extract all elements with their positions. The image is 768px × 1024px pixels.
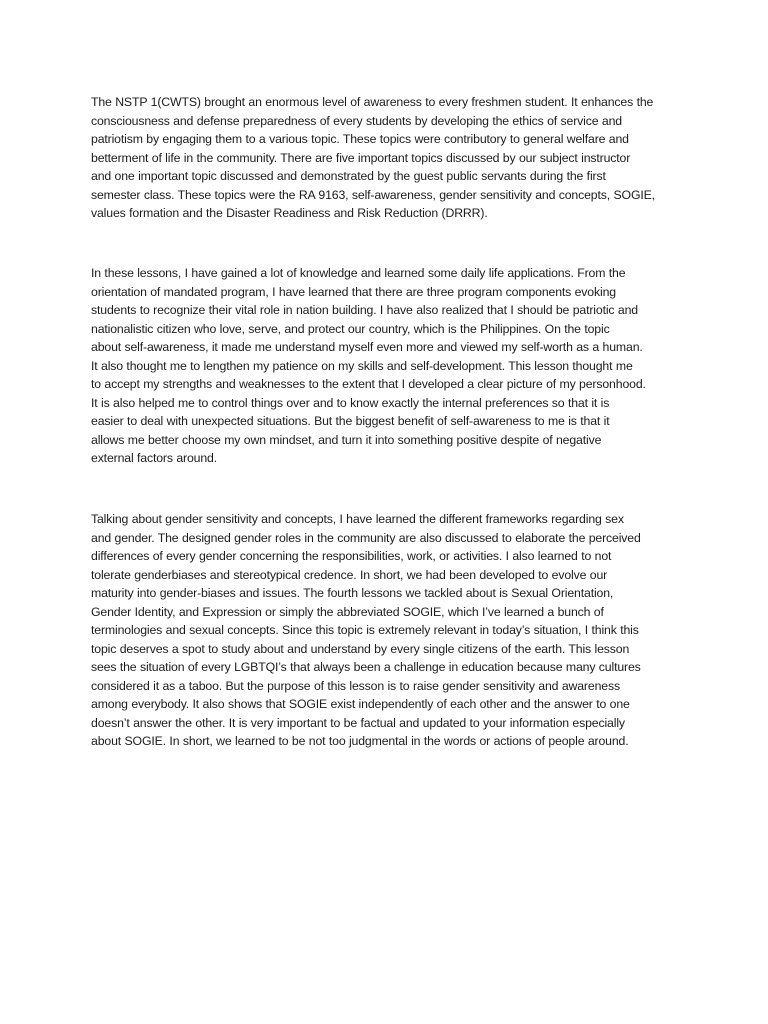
text-line: It also thought me to lengthen my patience on my skills and self-development. This lesson thought me bbox=[91, 358, 633, 373]
text-line: maturity into gender-biases and issues. The fourth lessons we tackled about is Sexual Orientation, bbox=[91, 586, 614, 600]
text-line: Talking about gender sensitivity and concepts, I have learned the different frameworks regarding sex bbox=[91, 512, 624, 526]
text-line: and gender. The designed gender roles in the community are also discussed to elaborate the perceived bbox=[91, 530, 641, 545]
text-line: topic deserves a spot to study about and understand by every single citizens of the earth. This lesson bbox=[91, 641, 630, 656]
text-line: orientation of mandated program, I have learned that there are three program components evoking bbox=[91, 284, 616, 299]
text-line: doesn’t answer the other. It is very important to be factual and updated to your information especially bbox=[91, 715, 625, 730]
text-line: In these lessons, I have gained a lot of knowledge and learned some daily life applications. From the bbox=[91, 266, 626, 280]
text-line: It is also helped me to control things over and to know exactly the internal preferences so that it is bbox=[91, 395, 610, 410]
paragraph-gender-sensitivity-sogie bbox=[91, 510, 681, 751]
text-line: The NSTP 1(CWTS) brought an enormous level of awareness to every freshmen student. It enhances the bbox=[91, 95, 654, 109]
text-line: about SOGIE. In short, we learned to be not too judgmental in the words or actions of people around. bbox=[91, 734, 629, 748]
text-line: tolerate genderbiases and stereotypical credence. In short, we had been developed to evolve our bbox=[91, 567, 608, 582]
text-line: differences of every gender concerning the responsibilities, work, or activities. I also learned to not bbox=[91, 549, 612, 563]
text-line: values formation and the Disaster Readiness and Risk Reduction (DRRR). bbox=[91, 206, 488, 220]
text-line: semester class. These topics were the RA 9163, self-awareness, gender sensitivity and concepts, SOGIE, bbox=[91, 187, 655, 202]
text-line: students to recognize their vital role in nation building. I have also realized that I should be patriotic and bbox=[91, 303, 638, 317]
text-line: easier to deal with unexpected situations. But the biggest benefit of self-awareness to me is that it bbox=[91, 414, 610, 428]
text-line: nationalistic citizen who love, serve, and protect our country, which is the Philippines. On the topic bbox=[91, 321, 610, 336]
paragraph-lessons-self-awareness bbox=[91, 264, 681, 468]
text-line: allows me better choose my own mindset, and turn it into something positive despite of negative bbox=[91, 432, 602, 447]
text-line: and one important topic discussed and demonstrated by the guest public servants during the first bbox=[91, 169, 606, 183]
text-line: external factors around. bbox=[91, 451, 217, 465]
text-line: betterment of life in the community. There are five important topics discussed by our subject instructor bbox=[91, 150, 631, 165]
text-line: terminologies and sexual concepts. Since this topic is extremely relevant in today’s situation, I think this bbox=[91, 623, 639, 637]
text-line: patriotism by engaging them to a various topic. These topics were contributory to general welfare and bbox=[91, 132, 629, 146]
text-line: to accept my strengths and weaknesses to the extent that I developed a clear picture of my personhood. bbox=[91, 377, 646, 391]
text-line: sees the situation of every LGBTQI’s that always been a challenge in education because many cultures bbox=[91, 660, 641, 674]
text-line: consciousness and defense preparedness of every students by developing the ethics of service and bbox=[91, 113, 622, 128]
text-line: considered it as a taboo. But the purpose of this lesson is to raise gender sensitivity and awareness bbox=[91, 678, 620, 693]
paragraph-nstp-overview bbox=[91, 93, 681, 223]
text-line: about self-awareness, it made me understand myself even more and viewed my self-worth as a human. bbox=[91, 340, 643, 354]
text-line: among everybody. It also shows that SOGIE exist independently of each other and the answer to one bbox=[91, 697, 630, 711]
text-line: Gender Identity, and Expression or simply the abbreviated SOGIE, which I’ve learned a bunch of bbox=[91, 604, 604, 619]
